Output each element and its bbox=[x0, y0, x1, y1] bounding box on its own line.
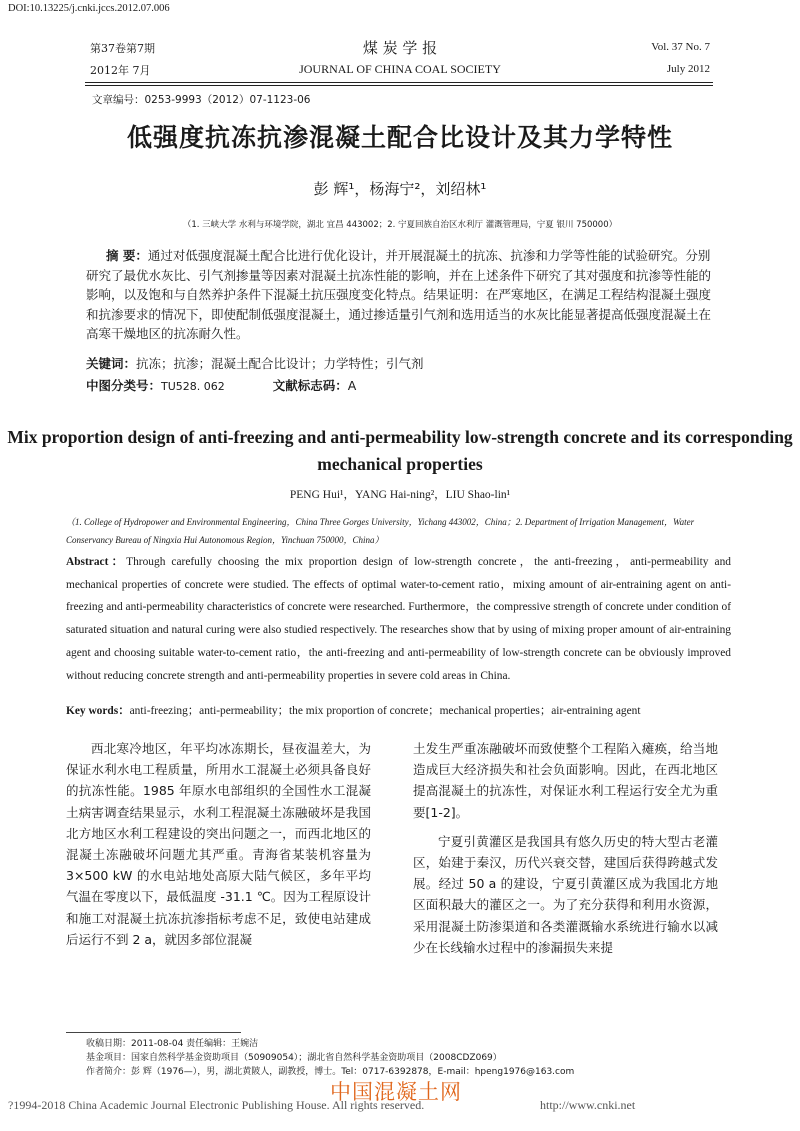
footnote-author: 作者简介：彭 辉（1976—），男，湖北黄陂人，副教授，博士。Tel：0717-6392878，E-mail：hpeng1976@163.com bbox=[86, 1067, 575, 1077]
date-cn: 2012年 7月 bbox=[90, 64, 151, 77]
body-right-column bbox=[413, 738, 718, 958]
abstract-en bbox=[66, 551, 731, 687]
class-label: 中图分类号： bbox=[86, 378, 162, 393]
abstract-en-text: Through carefully choosing the mix proportion design of low-strength concrete，the anti-freezing，anti-permeability and mechanical properties of concrete were studied. The effects of optimal water-to-cement ratio，mixing amount of air-entraining agent on anti-freezing and anti-permeability characteristics of concrete were researched. Furthermore，the compressive strength of concrete under condition of saturated situation and natural curing were also studied respectively. The researches show that by using of mixing proper amount of air-entraining agent and choosing suitable water-to-cement ratio，the anti-freezing and anti-permeability of low-strength concrete can be obviously improved without reducing concrete strength and anti-permeability properties in severe cold areas in China. bbox=[66, 556, 731, 682]
doc-code-value: A bbox=[347, 378, 357, 393]
cnki-link[interactable]: http://www.cnki.net bbox=[540, 1098, 636, 1112]
affiliation-en: （1. College of Hydropower and Environmental Engineering，China Three Gorges University，Yichang 443002，China；2. Department of Irrigation Management，Water Conservancy Bureau of Ningxia Hui Autonomous Region，Yinchuan 750000，China） bbox=[66, 517, 695, 545]
abstract-cn bbox=[86, 246, 714, 344]
title-cn: 低强度抗冻抗渗混凝土配合比设计及其力学特性 bbox=[126, 123, 673, 152]
keywords-cn-text: 抗冻；抗渗；混凝土配合比设计；力学特性；引气剂 bbox=[136, 356, 424, 371]
volume-issue-en: Vol. 37 No. 7 bbox=[651, 41, 710, 53]
footnote-rule bbox=[66, 1032, 241, 1033]
abstract-en-label: Abstract： bbox=[66, 556, 127, 568]
date-en: July 2012 bbox=[666, 63, 710, 75]
body-left-column bbox=[66, 738, 371, 950]
doi: DOI:10.13225/j.cnki.jccs.2012.07.006 bbox=[8, 3, 170, 14]
authors-en: PENG Hui¹，YANG Hai-ning²，LIU Shao-lin¹ bbox=[289, 489, 511, 501]
keywords-cn bbox=[86, 354, 714, 374]
title-en: Mix proportion design of anti-freezing and anti-permeability low-strength concrete and its corresponding mechanical properties bbox=[7, 427, 793, 474]
body-paragraph: 宁夏引黄灌区是我国具有悠久历史的特大型古老灌区，始建于秦汉，历代兴衰交替，建国后获得跨越式发展。经过 50 a 的建设，宁夏引黄灌区成为我国北方地区面积最大的灌区之一。为了充分获得和利用水资源，采用混凝土防渗渠道和各类灌溉输水系统进行输水以减少在长线输水过程中的渗漏损失来提 bbox=[413, 833, 718, 955]
footnote-fund: 基金项目：国家自然科学基金资助项目（50909054）；湖北省自然科学基金资助项目（2008CDZ069） bbox=[86, 1053, 502, 1063]
abstract-cn-label: 摘 要： bbox=[106, 248, 148, 263]
abstract-cn-text: 通过对低强度混凝土配合比进行优化设计，并开展混凝土的抗冻、抗渗和力学等性能的试验研究。分别研究了最优水灰比、引气剂掺量等因素对混凝土抗冻性能的影响，并在上述条件下研究了其对强度和抗渗等性能的影响，以及饱和与自然养护条件下混凝土抗压强度变化特点。结果证明：在严寒地区，在满足工程结构混凝土强度和抗渗要求的情况下，即使配制低强度混凝土，通过掺适量引气剂和选用适当的水灰比能显著提高低强度混凝土在高寒干燥地区的抗冻耐久性。 bbox=[86, 248, 712, 341]
header-rule-2 bbox=[85, 85, 713, 86]
journal-name-en: JOURNAL OF CHINA COAL SOCIETY bbox=[299, 62, 501, 76]
footnote-received: 收稿日期：2011-08-04 责任编辑：王婉洁 bbox=[86, 1039, 259, 1049]
affiliation-cn: （1. 三峡大学 水利与环境学院，湖北 宜昌 443002；2. 宁夏回族自治区水利厅 灌溉管理局，宁夏 银川 750000） bbox=[182, 220, 618, 230]
header-rule bbox=[85, 82, 713, 83]
authors-cn: 彭 辉¹，杨海宁²，刘绍林¹ bbox=[313, 180, 487, 198]
watermark: 中国混凝土网 bbox=[330, 1080, 462, 1104]
doc-code-label: 文献标志码： bbox=[272, 378, 348, 393]
keywords-en-text: anti-freezing；anti-permeability；the mix proportion of concrete；mechanical properties；air-entraining agent bbox=[129, 705, 641, 717]
class-value: TU528. 062 bbox=[161, 380, 225, 393]
article-number: 文章编号：0253-9993（2012）07-1123-06 bbox=[92, 94, 311, 106]
journal-name-cn: 煤 炭 学 报 bbox=[362, 39, 438, 57]
keywords-cn-label: 关键词： bbox=[86, 356, 137, 371]
keywords-en bbox=[66, 702, 731, 718]
body-paragraph: 土发生严重冻融破坏而致使整个工程陷入瘫痪，给当地造成巨大经济损失和社会负面影响。因此，在西北地区提高混凝土的抗冻性，对保证水利工程运行安全尤为重要[1-2]。 bbox=[413, 741, 718, 820]
classification-cn bbox=[86, 376, 714, 397]
volume-issue-cn: 第37卷第7期 bbox=[90, 42, 155, 55]
copyright-notice: ?1994-2018 China Academic Journal Electronic Publishing House. All rights reserved. bbox=[8, 1098, 425, 1112]
keywords-en-label: Key words： bbox=[66, 705, 130, 717]
body-paragraph: 西北寒冷地区，年平均冰冻期长，昼夜温差大，为保证水利水电工程质量，所用水工混凝土必须具备良好的抗冻性能。1985 年原水电部组织的全国性水工混凝土病害调查结果显示，水利工程混凝土冻融破坏是我国北方地区水利工程建设的突出问题之一，而西北地区的混凝土冻融破坏问题尤其严重。青海省某装机容量为 3×500 kW 的水电站地处高原大陆气候区，多年平均气温在零度以下，最低温度 -31.1 ℃。因为工程原设计和施工对混凝土抗冻抗渗指标考虑不足，致使电站建成后运行不到 2 a，就因多部位混凝 bbox=[66, 741, 371, 947]
